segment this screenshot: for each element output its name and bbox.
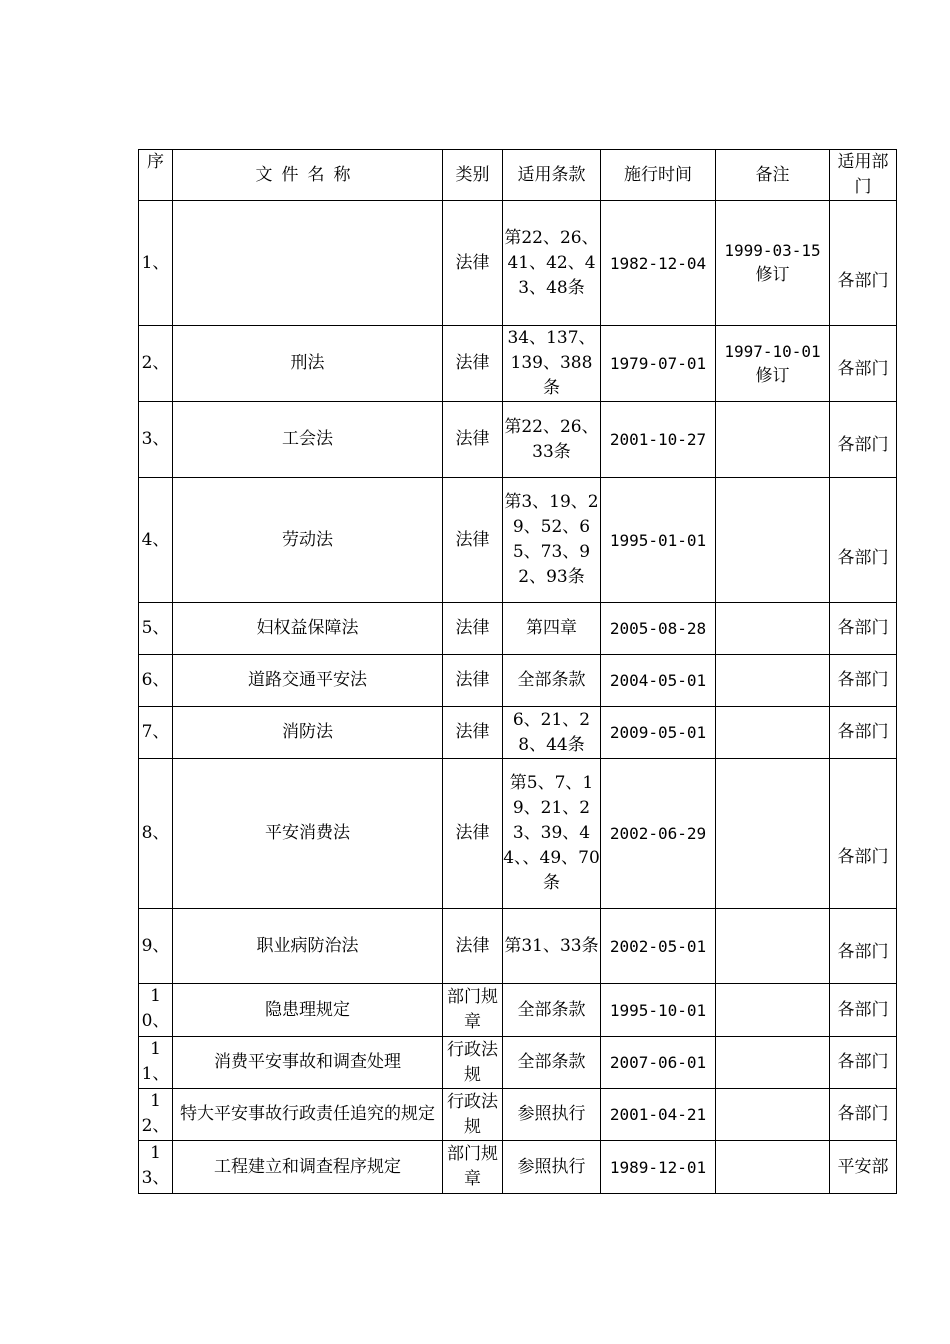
row-clauses: 34、137、139、388条 bbox=[503, 326, 601, 402]
remark-text: 修订 bbox=[755, 365, 790, 386]
row-clauses: 全部条款 bbox=[503, 984, 601, 1037]
row-department: 各部门 bbox=[830, 759, 897, 909]
row-date: 2005-08-28 bbox=[601, 603, 716, 655]
row-clauses: 全部条款 bbox=[503, 1037, 601, 1089]
table-row bbox=[139, 984, 897, 1037]
row-seq: 2、 bbox=[139, 326, 173, 402]
row-category: 法律 bbox=[443, 603, 503, 655]
table-row bbox=[139, 326, 897, 402]
table-row bbox=[139, 655, 897, 707]
row-category: 法律 bbox=[443, 326, 503, 402]
table-row bbox=[139, 707, 897, 759]
header-effective-date: 施行时间 bbox=[601, 150, 716, 201]
row-department: 各部门 bbox=[830, 707, 897, 759]
header-row bbox=[139, 150, 897, 201]
row-name: 刑法 bbox=[173, 326, 443, 402]
table-row bbox=[139, 201, 897, 326]
row-date: 1995-01-01 bbox=[601, 478, 716, 603]
row-department: 各部门 bbox=[830, 909, 897, 984]
row-seq: 3、 bbox=[139, 402, 173, 478]
table-row bbox=[139, 603, 897, 655]
row-date: 2002-05-01 bbox=[601, 909, 716, 984]
row-name: 消费平安事故和调查处理 bbox=[173, 1037, 443, 1089]
row-remarks bbox=[716, 1037, 830, 1089]
table-row bbox=[139, 478, 897, 603]
row-category: 法律 bbox=[443, 909, 503, 984]
row-seq: 11、 bbox=[139, 1037, 173, 1089]
row-name: 工程建立和调查程序规定 bbox=[173, 1141, 443, 1194]
row-clauses: 参照执行 bbox=[503, 1089, 601, 1141]
row-name: 隐患理规定 bbox=[173, 984, 443, 1037]
row-remarks bbox=[716, 1141, 830, 1194]
remark-date: 1997-10-01 bbox=[724, 341, 821, 361]
row-remarks bbox=[716, 759, 830, 909]
row-department: 各部门 bbox=[830, 201, 897, 326]
row-name: 特大平安事故行政责任追究的规定 bbox=[173, 1089, 443, 1141]
row-seq: 6、 bbox=[139, 655, 173, 707]
row-category: 部门规章 bbox=[443, 1141, 503, 1194]
row-date: 2009-05-01 bbox=[601, 707, 716, 759]
row-department: 平安部 bbox=[830, 1141, 897, 1194]
row-clauses: 参照执行 bbox=[503, 1141, 601, 1194]
row-date: 2007-06-01 bbox=[601, 1037, 716, 1089]
row-remarks bbox=[716, 1089, 830, 1141]
row-date: 2001-04-21 bbox=[601, 1089, 716, 1141]
row-remarks bbox=[716, 478, 830, 603]
row-clauses: 第22、26、41、42、43、48条 bbox=[503, 201, 601, 326]
row-category: 行政法规 bbox=[443, 1037, 503, 1089]
regulations-table bbox=[138, 149, 897, 1194]
row-seq: 13、 bbox=[139, 1141, 173, 1194]
row-department: 各部门 bbox=[830, 984, 897, 1037]
row-category: 法律 bbox=[443, 478, 503, 603]
row-clauses: 第5、7、19、21、23、39、44、、49、70条 bbox=[503, 759, 601, 909]
row-clauses: 第22、26、33条 bbox=[503, 402, 601, 478]
row-category: 法律 bbox=[443, 707, 503, 759]
row-category: 法律 bbox=[443, 201, 503, 326]
row-seq: 7、 bbox=[139, 707, 173, 759]
row-department: 各部门 bbox=[830, 603, 897, 655]
header-department: 适用部门 bbox=[830, 150, 897, 201]
row-seq: 12、 bbox=[139, 1089, 173, 1141]
row-seq: 10、 bbox=[139, 984, 173, 1037]
table-row bbox=[139, 759, 897, 909]
row-department: 各部门 bbox=[830, 478, 897, 603]
remark-date: 1999-03-15 bbox=[724, 241, 821, 260]
row-seq: 1、 bbox=[139, 201, 173, 326]
row-department: 各部门 bbox=[830, 402, 897, 478]
table-row bbox=[139, 909, 897, 984]
row-date: 1979-07-01 bbox=[601, 326, 716, 402]
row-remarks bbox=[716, 326, 830, 402]
table-row bbox=[139, 1037, 897, 1089]
row-remarks bbox=[716, 909, 830, 984]
row-date: 1982-12-04 bbox=[601, 201, 716, 326]
row-category: 行政法规 bbox=[443, 1089, 503, 1141]
row-remarks bbox=[716, 603, 830, 655]
row-department: 各部门 bbox=[830, 326, 897, 402]
header-remarks: 备注 bbox=[716, 150, 830, 201]
row-remarks bbox=[716, 402, 830, 478]
row-date: 1995-10-01 bbox=[601, 984, 716, 1037]
row-name: 职业病防治法 bbox=[173, 909, 443, 984]
header-seq: 序 bbox=[139, 150, 173, 201]
row-date: 2004-05-01 bbox=[601, 655, 716, 707]
row-name: 妇权益保障法 bbox=[173, 603, 443, 655]
row-clauses: 6、21、28、44条 bbox=[503, 707, 601, 759]
header-clauses: 适用条款 bbox=[503, 150, 601, 201]
row-category: 法律 bbox=[443, 655, 503, 707]
row-seq: 4、 bbox=[139, 478, 173, 603]
row-remarks bbox=[716, 201, 830, 326]
row-clauses: 第3、19、29、52、65、73、92、93条 bbox=[503, 478, 601, 603]
row-seq: 8、 bbox=[139, 759, 173, 909]
row-remarks bbox=[716, 707, 830, 759]
row-clauses: 全部条款 bbox=[503, 655, 601, 707]
row-seq: 5、 bbox=[139, 603, 173, 655]
table-row bbox=[139, 1089, 897, 1141]
row-department: 各部门 bbox=[830, 1037, 897, 1089]
row-department: 各部门 bbox=[830, 1089, 897, 1141]
row-department: 各部门 bbox=[830, 655, 897, 707]
row-seq: 9、 bbox=[139, 909, 173, 984]
header-category: 类别 bbox=[443, 150, 503, 201]
header-name: 文件名称 bbox=[173, 150, 443, 201]
table-row bbox=[139, 1141, 897, 1194]
row-remarks bbox=[716, 984, 830, 1037]
row-name: 消防法 bbox=[173, 707, 443, 759]
row-name: 平安消费法 bbox=[173, 759, 443, 909]
row-date: 2001-10-27 bbox=[601, 402, 716, 478]
row-category: 法律 bbox=[443, 402, 503, 478]
remark-text: 修订 bbox=[755, 265, 790, 285]
row-name: 工会法 bbox=[173, 402, 443, 478]
row-clauses: 第31、33条 bbox=[503, 909, 601, 984]
row-date: 2002-06-29 bbox=[601, 759, 716, 909]
row-clauses: 第四章 bbox=[503, 603, 601, 655]
row-date: 1989-12-01 bbox=[601, 1141, 716, 1194]
row-name: 劳动法 bbox=[173, 478, 443, 603]
row-remarks bbox=[716, 655, 830, 707]
table-row bbox=[139, 402, 897, 478]
row-name: 道路交通平安法 bbox=[173, 655, 443, 707]
row-category: 部门规章 bbox=[443, 984, 503, 1037]
row-name bbox=[173, 201, 443, 326]
row-category: 法律 bbox=[443, 759, 503, 909]
